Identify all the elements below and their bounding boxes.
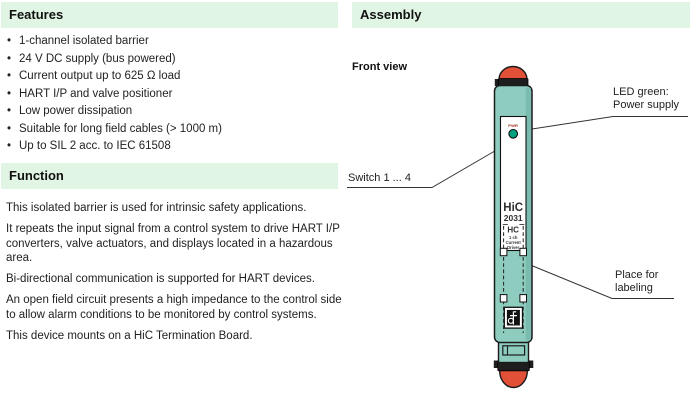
function-title: Function xyxy=(9,168,64,183)
power-led-icon xyxy=(509,130,518,139)
assembly-section-header xyxy=(352,2,690,28)
led-callout-line1: LED green: xyxy=(613,86,669,98)
led-callout-line2: Power supply xyxy=(613,99,680,111)
pwr-label: PWR xyxy=(508,123,519,128)
feature-item: • Low power dissipation xyxy=(6,103,338,121)
function-paragraph: It repeats the input signal from a control system to drive HART I/P converters, valve actuators, and displays located in a hazardous area. xyxy=(6,223,340,265)
pepperl-fuchs-logo-icon xyxy=(504,307,522,328)
model-name: HiC xyxy=(503,202,524,214)
desc-line-3: Driver xyxy=(507,245,520,251)
function-section-header xyxy=(1,163,338,189)
feature-item: • Up to SIL 2 acc. to IEC 61508 xyxy=(6,138,338,156)
function-paragraph: This device mounts on a HiC Termination Board. xyxy=(6,330,253,343)
desc-line-2: Current xyxy=(505,240,521,246)
assembly-title: Assembly xyxy=(360,7,422,22)
led-callout-label xyxy=(613,86,679,112)
function-paragraph: An open field circuit presents a high impedance to the control side to allow alarm conditions to be monitored by control systems. xyxy=(6,294,342,322)
features-title: Features xyxy=(9,7,64,22)
type-code: HC xyxy=(507,225,519,235)
feature-item: • 24 V DC supply (bus powered) xyxy=(6,51,338,69)
features-section-header xyxy=(1,2,338,28)
device-drawing xyxy=(345,28,690,401)
feature-item: • HART I/P and valve positioner xyxy=(6,86,338,104)
model-number: 2031 xyxy=(503,213,523,223)
feature-item: • 1-channel isolated barrier xyxy=(6,33,338,51)
front-view-label: Front view xyxy=(352,61,408,73)
function-paragraph: Bi-directional communication is supported for HART devices. xyxy=(6,273,315,286)
desc-line-1: 1 ch xyxy=(509,235,518,240)
feature-item: • Suitable for long field cables (> 1000 m) xyxy=(6,121,338,139)
foot-handle xyxy=(503,346,525,355)
led-callout-line xyxy=(521,117,689,131)
switch-callout-label: Switch 1 ... 4 xyxy=(348,172,411,184)
labeling-callout-label: Place for labeling xyxy=(615,269,659,294)
function-paragraph: This isolated barrier is used for intrinsic safety applications. xyxy=(6,202,307,214)
features-list xyxy=(6,33,338,156)
feature-item: • Current output up to 625 Ω load xyxy=(6,68,338,86)
function-paragraphs xyxy=(6,201,343,350)
